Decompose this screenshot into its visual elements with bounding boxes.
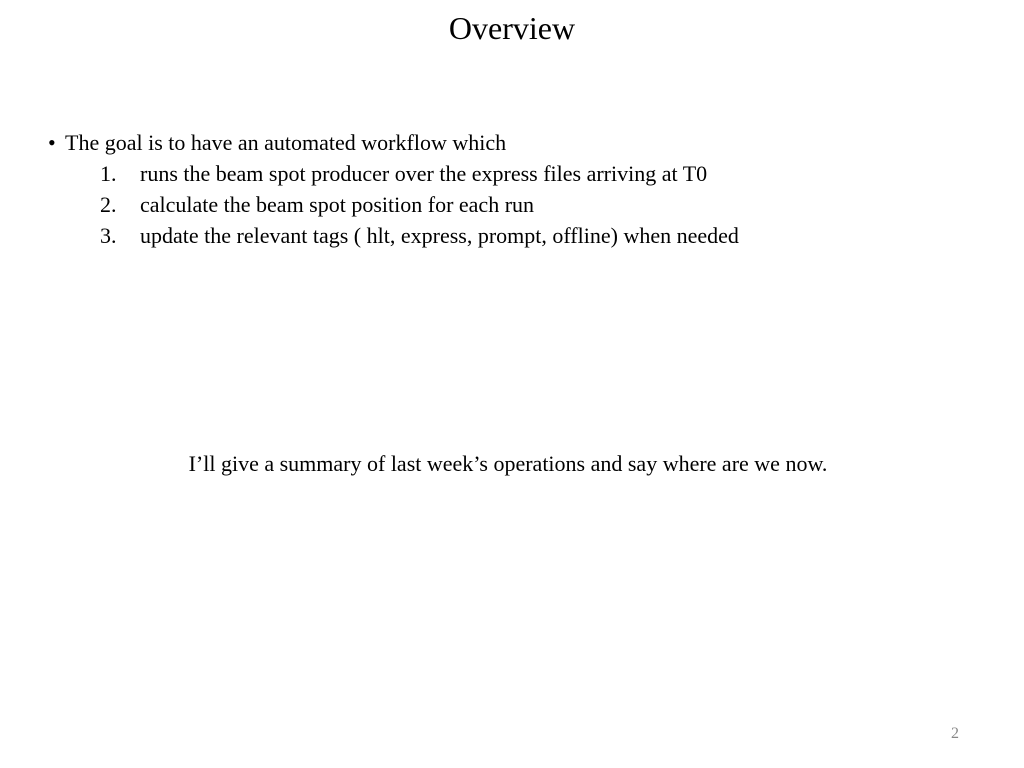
list-item-number: 2. <box>100 192 117 217</box>
list-item <box>48 189 988 220</box>
list-item-text: calculate the beam spot position for each run <box>140 192 535 217</box>
list-item-text: update the relevant tags ( hlt, express, prompt, offline) when needed <box>140 223 739 248</box>
bullet-section <box>48 127 988 251</box>
summary-text: I’ll give a summary of last week’s operations and say where are we now. <box>188 451 828 476</box>
bullet-text: The goal is to have an automated workflow which <box>65 130 507 155</box>
list-item-text: runs the beam spot producer over the express files arriving at T0 <box>140 161 708 186</box>
page-number: 2 <box>951 725 959 742</box>
list-item-number: 3. <box>100 223 117 248</box>
slide-title: Overview <box>448 10 576 46</box>
list-item <box>48 158 988 189</box>
numbered-list <box>48 158 988 251</box>
list-item-number: 1. <box>100 161 117 186</box>
bullet-marker: • <box>48 130 56 155</box>
list-item <box>48 220 988 251</box>
bullet-item <box>48 127 988 158</box>
